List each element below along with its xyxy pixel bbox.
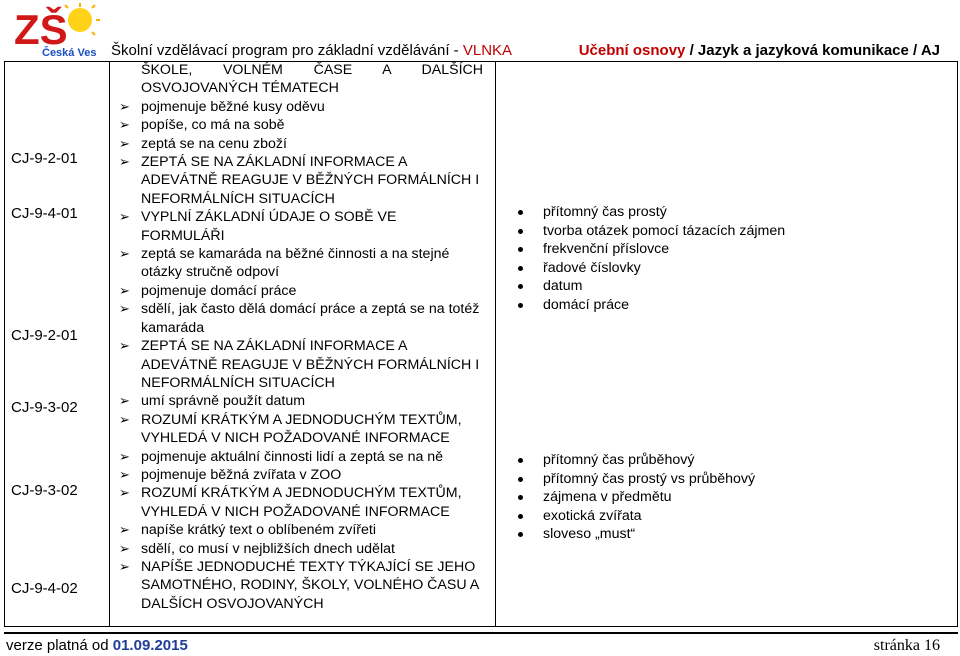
column-divider — [109, 62, 110, 626]
bullet-dot-icon — [518, 477, 523, 482]
arrow-bullet-icon: ➢ — [119, 246, 130, 262]
outcome-text: pojmenuje běžná zvířata v ZOO — [141, 466, 342, 483]
topic-item — [515, 296, 785, 315]
code-cell: CJ-9-4-01 — [11, 205, 78, 222]
plan-label: Učební osnovy — [578, 42, 686, 59]
outcomes-list — [113, 61, 483, 613]
outcome-item — [113, 98, 483, 116]
bullet-dot-icon — [518, 514, 523, 519]
topic-text: sloveso „must“ — [543, 526, 636, 543]
logo-graphic — [12, 2, 104, 58]
outcome-text: sdělí, jak často dělá domácí práce a zeptá se na totéž kamaráda — [141, 301, 480, 336]
arrow-bullet-icon: ➢ — [119, 98, 130, 114]
arrow-bullet-icon: ➢ — [119, 558, 130, 574]
arrow-bullet-icon: ➢ — [119, 485, 130, 501]
bullet-dot-icon — [518, 210, 523, 215]
code-cell: CJ-9-2-01 — [11, 150, 78, 167]
bullet-dot-icon — [518, 229, 523, 234]
bullet-dot-icon — [518, 458, 523, 463]
topic-text: tvorba otázek pomocí tázacích zájmen — [543, 222, 786, 239]
version-label: verze platná od — [6, 637, 113, 654]
topic-text: datum — [543, 278, 583, 295]
outcome-item — [113, 245, 483, 282]
topic-text: přítomný čas prostý vs průběhový — [543, 470, 756, 487]
topic-text: exotická zvířata — [543, 507, 642, 524]
outcome-text: zeptá se kamaráda na běžné činnosti a na stejné otázky stručně odpoví — [141, 246, 450, 281]
arrow-bullet-icon: ➢ — [119, 393, 130, 409]
outcome-text: NAPÍŠE JEDNODUCHÉ TEXTY TÝKAJÍCÍ SE JEHO SAMOTNÉHO, RODINY, ŠKOLY, VOLNÉHO ČASU A DALŠÍCH OSVOJOVANÝCH — [141, 558, 479, 612]
outcome-text: pojmenuje běžné kusy oděvu — [141, 98, 325, 115]
arrow-bullet-icon: ➢ — [119, 282, 130, 298]
topic-text: řadové číslovky — [543, 259, 641, 276]
bullet-dot-icon — [518, 532, 523, 537]
arrow-bullet-icon: ➢ — [119, 466, 130, 482]
code-cell: CJ-9-3-02 — [11, 399, 78, 416]
outcome-item — [113, 337, 483, 392]
topic-text: frekvenční příslovce — [543, 241, 670, 258]
arrow-bullet-icon: ➢ — [119, 411, 130, 427]
program-name: VLNKA — [462, 42, 513, 59]
program-title — [111, 42, 512, 59]
bullet-dot-icon — [518, 247, 523, 252]
topic-item — [515, 259, 785, 278]
topic-item — [515, 222, 785, 241]
arrow-bullet-icon: ➢ — [119, 540, 130, 556]
bullet-dot-icon — [518, 266, 523, 271]
outcome-item — [113, 540, 483, 558]
outcome-item — [113, 466, 483, 484]
outcome-text: ZEPTÁ SE NA ZÁKLADNÍ INFORMACE A ADEVÁTNĚ REAGUJE V BĚŽNÝCH FORMÁLNÍCH I NEFORMÁLNÍCH SITUACÍCH — [141, 338, 480, 391]
page-number: stránka 16 — [873, 637, 940, 654]
outcome-item — [113, 411, 483, 448]
arrow-bullet-icon: ➢ — [119, 209, 130, 225]
version-date: 01.09.2015 — [112, 637, 188, 654]
topic-text: domácí práce — [543, 296, 629, 313]
outcome-text: ROZUMÍ KRÁTKÝM A JEDNODUCHÝM TEXTŮM, VYHLEDÁ V NICH POŽADOVANÉ INFORMACE — [141, 411, 462, 447]
outcome-item — [113, 135, 483, 153]
outcome-line: ŠKOLE, VOLNÉM ČASE A DALŠÍCH — [141, 62, 483, 78]
footer-rule — [4, 632, 958, 634]
school-logo — [12, 2, 104, 58]
page-header — [0, 0, 960, 62]
outcome-item — [113, 521, 483, 539]
arrow-bullet-icon: ➢ — [119, 135, 130, 151]
outcome-item — [113, 448, 483, 466]
code-cell: CJ-9-4-02 — [11, 580, 78, 597]
column-divider — [495, 62, 496, 626]
outcome-text: ROZUMÍ KRÁTKÝM A JEDNODUCHÝM TEXTŮM, VYHLEDÁ V NICH POŽADOVANÉ INFORMACE — [141, 485, 462, 520]
outcome-item — [113, 558, 483, 613]
outcome-item — [113, 153, 483, 208]
outcome-item — [113, 282, 483, 300]
topic-item — [515, 277, 785, 296]
arrow-bullet-icon: ➢ — [119, 338, 130, 354]
topic-item — [515, 240, 785, 259]
arrow-bullet-icon: ➢ — [119, 522, 130, 538]
topics-list-1 — [515, 203, 785, 315]
outcome-text: ZEPTÁ SE NA ZÁKLADNÍ INFORMACE A ADEVÁTNĚ REAGUJE V BĚŽNÝCH FORMÁLNÍCH I NEFORMÁLNÍCH SITUACÍCH — [141, 154, 480, 207]
outcome-item — [113, 116, 483, 134]
outcome-text: sdělí, co musí v nejbližších dnech udělat — [141, 540, 395, 557]
outcome-text: pojmenuje domácí práce — [141, 282, 297, 299]
outcome-item — [113, 484, 483, 521]
outcome-line: OSVOJOVANÝCH TÉMATECH — [141, 80, 339, 97]
topic-item — [515, 488, 755, 507]
topic-item — [515, 507, 755, 526]
outcome-text: VYPLNÍ ZÁKLADNÍ ÚDAJE O SOBĚ VE FORMULÁŘI — [141, 209, 397, 244]
bullet-dot-icon — [518, 303, 523, 308]
outcome-text: napíše krátký text o oblíbeném zvířeti — [141, 522, 376, 539]
program-text: Školní vzdělávací program pro základní vzdělávání - — [111, 42, 463, 59]
outcome-item — [113, 392, 483, 410]
outcome-text: pojmenuje aktuální činnosti lidí a zeptá se na ně — [141, 448, 444, 465]
outcome-text: umí správně použít datum — [141, 393, 306, 410]
outcome-item — [113, 208, 483, 245]
logo-letters: ZŠ — [14, 6, 68, 53]
topic-text: přítomný čas prostý — [543, 204, 667, 220]
bullet-dot-icon — [518, 495, 523, 500]
bullet-dot-icon — [518, 284, 523, 289]
arrow-bullet-icon: ➢ — [119, 448, 130, 464]
outcome-text: zeptá se na cenu zboží — [141, 135, 287, 152]
arrow-bullet-icon: ➢ — [119, 154, 130, 170]
code-cell: CJ-9-2-01 — [11, 327, 78, 344]
arrow-bullet-icon: ➢ — [119, 117, 130, 133]
topic-text: přítomný čas průběhový — [543, 452, 695, 468]
topic-item — [515, 525, 755, 544]
outcome-text: popíše, co má na sobě — [141, 117, 285, 134]
arrow-bullet-icon: ➢ — [119, 301, 130, 317]
logo-subtext: Česká Ves — [42, 47, 97, 58]
subject-label: / Jazyk a jazyková komunikace / AJ — [685, 42, 940, 59]
topic-item — [515, 451, 755, 470]
topic-item — [515, 470, 755, 489]
outcome-item — [113, 300, 483, 337]
subject-title — [579, 42, 940, 59]
topic-item — [515, 203, 785, 222]
topics-list-2 — [515, 451, 755, 544]
code-cell: CJ-9-3-02 — [11, 482, 78, 499]
topic-text: zájmena v předmětu — [543, 489, 672, 506]
version-info — [6, 637, 188, 654]
